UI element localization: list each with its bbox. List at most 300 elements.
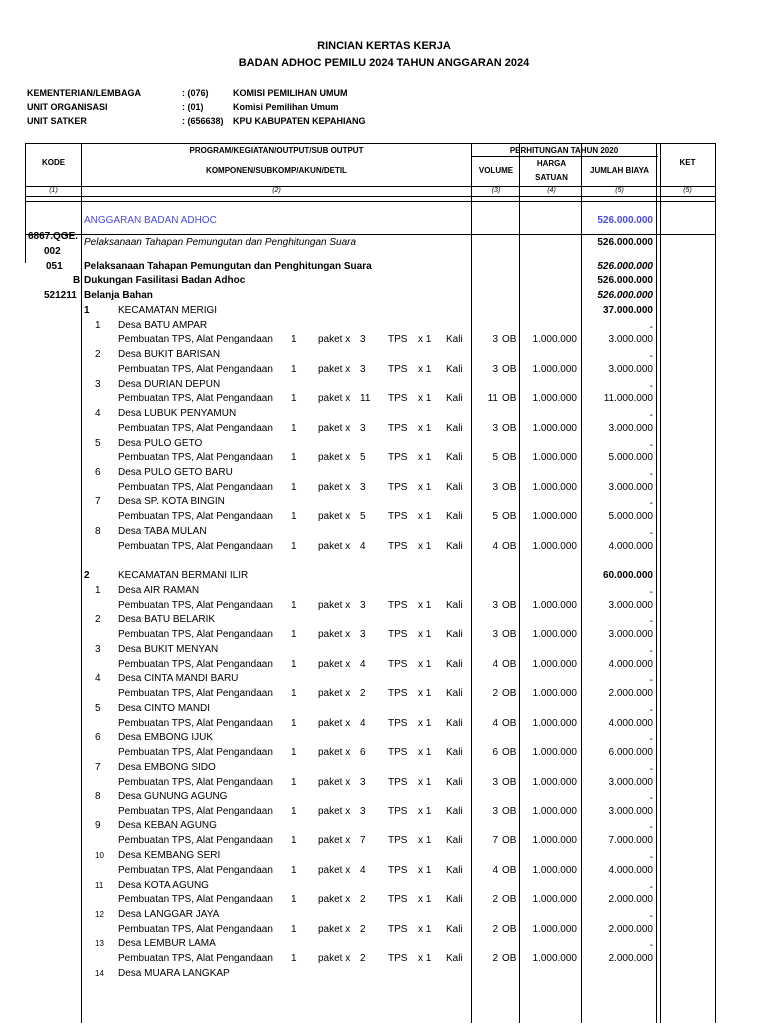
detail-ob: OB [502,747,517,758]
detail-paket: paket x [318,894,351,905]
dash-mark: - [649,351,653,362]
detail-tps-label: TPS [388,659,408,670]
detail-kali: Kali [446,334,463,345]
detail-paket: paket x [318,364,351,375]
detail-kali: Kali [446,688,463,699]
detail-paket: paket x [318,659,351,670]
detail-harga: 1.000.000 [532,718,577,729]
rb-code: B [73,275,81,286]
detail-ob: OB [502,482,517,493]
detail-tps-label: TPS [388,747,408,758]
detail-x1: x 1 [418,629,432,640]
detail-jumlah: 4.000.000 [608,718,653,729]
detail-description: Pembuatan TPS, Alat Pengandaan [118,688,273,699]
anggaran-label: ANGGARAN BADAN ADHOC [84,215,217,226]
detail-volume: 3 [492,629,498,640]
kecamatan-name: KECAMATAN MERIGI [118,305,218,316]
detail-x1: x 1 [418,747,432,758]
detail-volume: 6 [492,747,498,758]
detail-tps-label: TPS [388,600,408,611]
detail-qty: 1 [291,835,297,846]
detail-description: Pembuatan TPS, Alat Pengandaan [118,894,273,905]
detail-description: Pembuatan TPS, Alat Pengandaan [118,659,273,670]
detail-description: Pembuatan TPS, Alat Pengandaan [118,600,273,611]
detail-description: Pembuatan TPS, Alat Pengandaan [118,629,273,640]
detail-description: Pembuatan TPS, Alat Pengandaan [118,334,273,345]
detail-volume: 3 [492,482,498,493]
detail-harga: 1.000.000 [532,482,577,493]
detail-ob: OB [502,718,517,729]
detail-x1: x 1 [418,482,432,493]
detail-paket: paket x [318,423,351,434]
desa-name: Desa CINTA MANDI BARU [118,673,239,684]
dash-mark: - [649,469,653,480]
detail-harga: 1.000.000 [532,629,577,640]
col-num-5: (5) [615,187,624,194]
r051-label: Pelaksanaan Tahapan Pemungutan dan Penghitungan Suara [84,261,372,272]
detail-volume: 3 [492,423,498,434]
detail-kali: Kali [446,659,463,670]
detail-tps-count: 4 [360,865,366,876]
detail-tps-count: 3 [360,806,366,817]
detail-x1: x 1 [418,600,432,611]
detail-volume: 4 [492,541,498,552]
desa-number: 5 [95,703,101,714]
detail-paket: paket x [318,835,351,846]
dash-mark: - [649,440,653,451]
detail-ob: OB [502,452,517,463]
detail-volume: 4 [492,865,498,876]
detail-description: Pembuatan TPS, Alat Pengandaan [118,924,273,935]
detail-jumlah: 7.000.000 [608,835,653,846]
detail-harga: 1.000.000 [532,423,577,434]
detail-x1: x 1 [418,894,432,905]
detail-ob: OB [502,865,517,876]
col-num-3: (3) [491,187,501,194]
detail-kali: Kali [446,894,463,905]
document-subtitle: BADAN ADHOC PEMILU 2024 TAHUN ANGGARAN 2024 [238,57,530,69]
desa-number: 5 [95,438,101,449]
detail-harga: 1.000.000 [532,541,577,552]
detail-tps-count: 3 [360,423,366,434]
detail-ob: OB [502,334,517,345]
detail-tps-count: 3 [360,600,366,611]
detail-tps-count: 2 [360,688,366,699]
r521-label: Belanja Bahan [84,290,153,301]
detail-harga: 1.000.000 [532,659,577,670]
dash-mark: - [649,734,653,745]
detail-description: Pembuatan TPS, Alat Pengandaan [118,747,273,758]
r521-total: 526.000.000 [597,290,653,301]
detail-paket: paket x [318,865,351,876]
detail-jumlah: 2.000.000 [608,924,653,935]
detail-qty: 1 [291,334,297,345]
detail-tps-label: TPS [388,777,408,788]
detail-volume: 7 [492,835,498,846]
dash-mark: - [649,882,653,893]
header-perhitungan: PERHITUNGAN TAHUN 2020 [509,146,619,155]
detail-kali: Kali [446,629,463,640]
detail-paket: paket x [318,718,351,729]
header-harga: HARGA [536,159,567,168]
detail-ob: OB [502,600,517,611]
kecamatan-number: 2 [84,570,90,581]
detail-tps-count: 3 [360,364,366,375]
dash-mark: - [649,793,653,804]
detail-tps-label: TPS [388,924,408,935]
detail-qty: 1 [291,482,297,493]
r521-code: 521211 [44,290,77,301]
detail-qty: 1 [291,423,297,434]
detail-kali: Kali [446,718,463,729]
header-komponen: KOMPONEN/SUBKOMP/AKUN/DETIL [206,166,347,175]
detail-qty: 1 [291,953,297,964]
desa-name: Desa GUNUNG AGUNG [118,791,228,802]
detail-x1: x 1 [418,364,432,375]
detail-tps-count: 5 [360,452,366,463]
detail-qty: 1 [291,393,297,404]
desa-number: 6 [95,732,101,743]
detail-ob: OB [502,777,517,788]
detail-jumlah: 3.000.000 [608,777,653,788]
detail-kali: Kali [446,865,463,876]
detail-x1: x 1 [418,423,432,434]
detail-paket: paket x [318,629,351,640]
detail-description: Pembuatan TPS, Alat Pengandaan [118,865,273,876]
detail-tps-label: TPS [388,865,408,876]
detail-tps-count: 3 [360,334,366,345]
dash-mark: - [649,822,653,833]
detail-qty: 1 [291,600,297,611]
desa-name: Desa BUKIT BARISAN [118,349,221,360]
detail-description: Pembuatan TPS, Alat Pengandaan [118,511,273,522]
detail-jumlah: 4.000.000 [608,541,653,552]
detail-ob: OB [502,924,517,935]
detail-tps-label: TPS [388,334,408,345]
detail-ob: OB [502,659,517,670]
detail-jumlah: 4.000.000 [608,865,653,876]
detail-ob: OB [502,953,517,964]
desa-number: 4 [95,408,101,419]
dash-mark: - [649,322,653,333]
header-program: PROGRAM/KEGIATAN/OUTPUT/SUB OUTPUT [189,146,364,155]
dash-mark: - [649,911,653,922]
detail-tps-label: TPS [388,364,408,375]
detail-qty: 1 [291,806,297,817]
detail-paket: paket x [318,482,351,493]
desa-number: 6 [95,467,101,478]
detail-qty: 1 [291,865,297,876]
header-kode: KODE [41,158,66,167]
detail-qty: 1 [291,659,297,670]
desa-name: Desa EMBONG SIDO [118,762,216,773]
detail-tps-count: 4 [360,541,366,552]
desa-number: 10 [95,851,104,860]
detail-x1: x 1 [418,688,432,699]
detail-tps-count: 3 [360,629,366,640]
detail-harga: 1.000.000 [532,600,577,611]
detail-harga: 1.000.000 [532,894,577,905]
desa-name: Desa MUARA LANGKAP [118,968,230,979]
dash-mark: - [649,381,653,392]
detail-x1: x 1 [418,953,432,964]
dash-mark: - [649,616,653,627]
detail-description: Pembuatan TPS, Alat Pengandaan [118,452,273,463]
desa-number: 2 [95,349,101,360]
detail-kali: Kali [446,393,463,404]
detail-kali: Kali [446,452,463,463]
detail-kali: Kali [446,482,463,493]
kecamatan-total: 37.000.000 [602,305,653,316]
detail-paket: paket x [318,334,351,345]
detail-description: Pembuatan TPS, Alat Pengandaan [118,423,273,434]
detail-volume: 5 [492,511,498,522]
desa-number: 3 [95,379,101,390]
col-num-1: (1) [49,187,58,194]
detail-volume: 4 [492,659,498,670]
detail-kali: Kali [446,747,463,758]
desa-name: Desa AIR RAMAN [118,585,200,596]
detail-paket: paket x [318,452,351,463]
desa-name: Desa PULO GETO BARU [118,467,233,478]
detail-tps-count: 2 [360,953,366,964]
detail-harga: 1.000.000 [532,865,577,876]
detail-description: Pembuatan TPS, Alat Pengandaan [118,806,273,817]
detail-tps-label: TPS [388,629,408,640]
desa-name: Desa LUBUK PENYAMUN [118,408,237,419]
detail-paket: paket x [318,924,351,935]
detail-harga: 1.000.000 [532,835,577,846]
detail-ob: OB [502,511,517,522]
detail-x1: x 1 [418,835,432,846]
qge-label: Pelaksanaan Tahapan Pemungutan dan Penghitungan Suara [84,237,357,248]
detail-jumlah: 2.000.000 [608,894,653,905]
desa-name: Desa EMBONG IJUK [118,732,214,743]
detail-harga: 1.000.000 [532,777,577,788]
detail-jumlah: 3.000.000 [608,334,653,345]
desa-number: 1 [95,585,101,596]
dash-mark: - [649,410,653,421]
col-num-4: (4) [547,187,556,194]
detail-kali: Kali [446,835,463,846]
detail-harga: 1.000.000 [532,364,577,375]
detail-tps-count: 7 [360,835,366,846]
desa-name: Desa DURIAN DEPUN [118,379,221,390]
detail-tps-label: TPS [388,835,408,846]
detail-kali: Kali [446,541,463,552]
header-jumlah: JUMLAH BIAYA [590,166,649,175]
detail-tps-count: 3 [360,777,366,788]
desa-number: 7 [95,496,101,507]
detail-jumlah: 5.000.000 [608,511,653,522]
detail-tps-count: 4 [360,718,366,729]
dash-mark: - [649,528,653,539]
detail-harga: 1.000.000 [532,924,577,935]
dash-mark: - [649,940,653,951]
desa-name: Desa TABA MULAN [118,526,207,537]
detail-x1: x 1 [418,865,432,876]
detail-harga: 1.000.000 [532,806,577,817]
detail-paket: paket x [318,747,351,758]
desa-name: Desa KEBAN AGUNG [118,820,217,831]
detail-paket: paket x [318,511,351,522]
detail-jumlah: 2.000.000 [608,688,653,699]
detail-tps-count: 6 [360,747,366,758]
r051-code: 051 [46,261,63,272]
detail-description: Pembuatan TPS, Alat Pengandaan [118,482,273,493]
detail-paket: paket x [318,541,351,552]
detail-harga: 1.000.000 [532,393,577,404]
detail-ob: OB [502,835,517,846]
detail-qty: 1 [291,718,297,729]
detail-tps-count: 2 [360,924,366,935]
detail-ob: OB [502,806,517,817]
detail-kali: Kali [446,806,463,817]
detail-jumlah: 3.000.000 [608,364,653,375]
dash-mark: - [649,587,653,598]
detail-tps-count: 3 [360,482,366,493]
detail-ob: OB [502,894,517,905]
dash-mark: - [649,675,653,686]
desa-name: Desa CINTO MANDI [118,703,211,714]
detail-description: Pembuatan TPS, Alat Pengandaan [118,364,273,375]
detail-description: Pembuatan TPS, Alat Pengandaan [118,541,273,552]
desa-name: Desa LANGGAR JAYA [118,909,220,920]
col-num-6: (5) [683,187,692,194]
desa-name: Desa BATU BELARIK [118,614,216,625]
detail-tps-label: TPS [388,894,408,905]
detail-kali: Kali [446,600,463,611]
detail-volume: 2 [492,894,498,905]
desa-name: Desa SP. KOTA BINGIN [118,496,225,507]
detail-x1: x 1 [418,541,432,552]
detail-ob: OB [502,364,517,375]
kecamatan-total: 60.000.000 [602,570,653,581]
dash-mark: - [649,498,653,509]
detail-tps-label: TPS [388,511,408,522]
detail-paket: paket x [318,600,351,611]
detail-x1: x 1 [418,777,432,788]
header-volume: VOLUME [478,166,514,175]
desa-number: 8 [95,791,101,802]
desa-number: 9 [95,820,101,831]
desa-number: 2 [95,614,101,625]
detail-volume: 4 [492,718,498,729]
detail-volume: 5 [492,452,498,463]
detail-ob: OB [502,393,517,404]
detail-tps-label: TPS [388,423,408,434]
detail-volume: 3 [492,334,498,345]
detail-jumlah: 3.000.000 [608,482,653,493]
kecamatan-number: 1 [84,305,90,316]
detail-tps-label: TPS [388,393,408,404]
qge-total: 526.000.000 [597,237,653,248]
detail-x1: x 1 [418,334,432,345]
detail-tps-label: TPS [388,806,408,817]
detail-volume: 3 [492,777,498,788]
qge-code-2: 002 [44,246,61,257]
detail-x1: x 1 [418,718,432,729]
desa-name: Desa BATU AMPAR [118,320,208,331]
detail-jumlah: 3.000.000 [608,600,653,611]
detail-ob: OB [502,423,517,434]
desa-number: 8 [95,526,101,537]
detail-tps-count: 4 [360,659,366,670]
detail-kali: Kali [446,777,463,788]
detail-paket: paket x [318,777,351,788]
detail-harga: 1.000.000 [532,688,577,699]
desa-number: 1 [95,320,101,331]
detail-paket: paket x [318,688,351,699]
detail-volume: 2 [492,688,498,699]
document-title: RINCIAN KERTAS KERJA [317,40,451,52]
rb-total: 526.000.000 [597,275,653,286]
desa-number: 7 [95,762,101,773]
r051-total: 526.000.000 [597,261,653,272]
desa-number: 12 [95,910,104,919]
desa-number: 13 [95,939,104,948]
detail-qty: 1 [291,688,297,699]
detail-ob: OB [502,688,517,699]
anggaran-total: 526.000.000 [597,215,653,226]
dash-mark: - [649,764,653,775]
desa-number: 3 [95,644,101,655]
rb-label: Dukungan Fasilitasi Badan Adhoc [84,275,246,286]
detail-description: Pembuatan TPS, Alat Pengandaan [118,777,273,788]
detail-kali: Kali [446,953,463,964]
detail-ob: OB [502,629,517,640]
detail-qty: 1 [291,541,297,552]
detail-ob: OB [502,541,517,552]
header-satuan: SATUAN [535,173,568,182]
detail-qty: 1 [291,777,297,788]
desa-number: 11 [95,881,104,890]
desa-name: Desa KEMBANG SERI [118,850,221,861]
detail-tps-label: TPS [388,688,408,699]
detail-jumlah: 3.000.000 [608,629,653,640]
detail-volume: 11 [487,393,498,404]
header-ket: KET [679,158,696,167]
desa-name: Desa BUKIT MENYAN [118,644,219,655]
detail-description: Pembuatan TPS, Alat Pengandaan [118,953,273,964]
detail-tps-label: TPS [388,452,408,463]
detail-qty: 1 [291,894,297,905]
detail-tps-label: TPS [388,718,408,729]
detail-volume: 3 [492,364,498,375]
detail-jumlah: 11.000.000 [603,393,653,404]
detail-paket: paket x [318,393,351,404]
detail-description: Pembuatan TPS, Alat Pengandaan [118,835,273,846]
detail-harga: 1.000.000 [532,747,577,758]
desa-name: Desa PULO GETO [118,438,203,449]
detail-description: Pembuatan TPS, Alat Pengandaan [118,718,273,729]
detail-harga: 1.000.000 [532,452,577,463]
detail-qty: 1 [291,364,297,375]
col-num-2: (2) [272,187,281,194]
detail-kali: Kali [446,511,463,522]
detail-kali: Kali [446,364,463,375]
detail-qty: 1 [291,747,297,758]
detail-x1: x 1 [418,393,432,404]
detail-tps-count: 2 [360,894,366,905]
detail-jumlah: 2.000.000 [608,953,653,964]
dash-mark: - [649,646,653,657]
detail-paket: paket x [318,806,351,817]
detail-harga: 1.000.000 [532,511,577,522]
detail-qty: 1 [291,452,297,463]
detail-tps-label: TPS [388,482,408,493]
detail-kali: Kali [446,924,463,935]
